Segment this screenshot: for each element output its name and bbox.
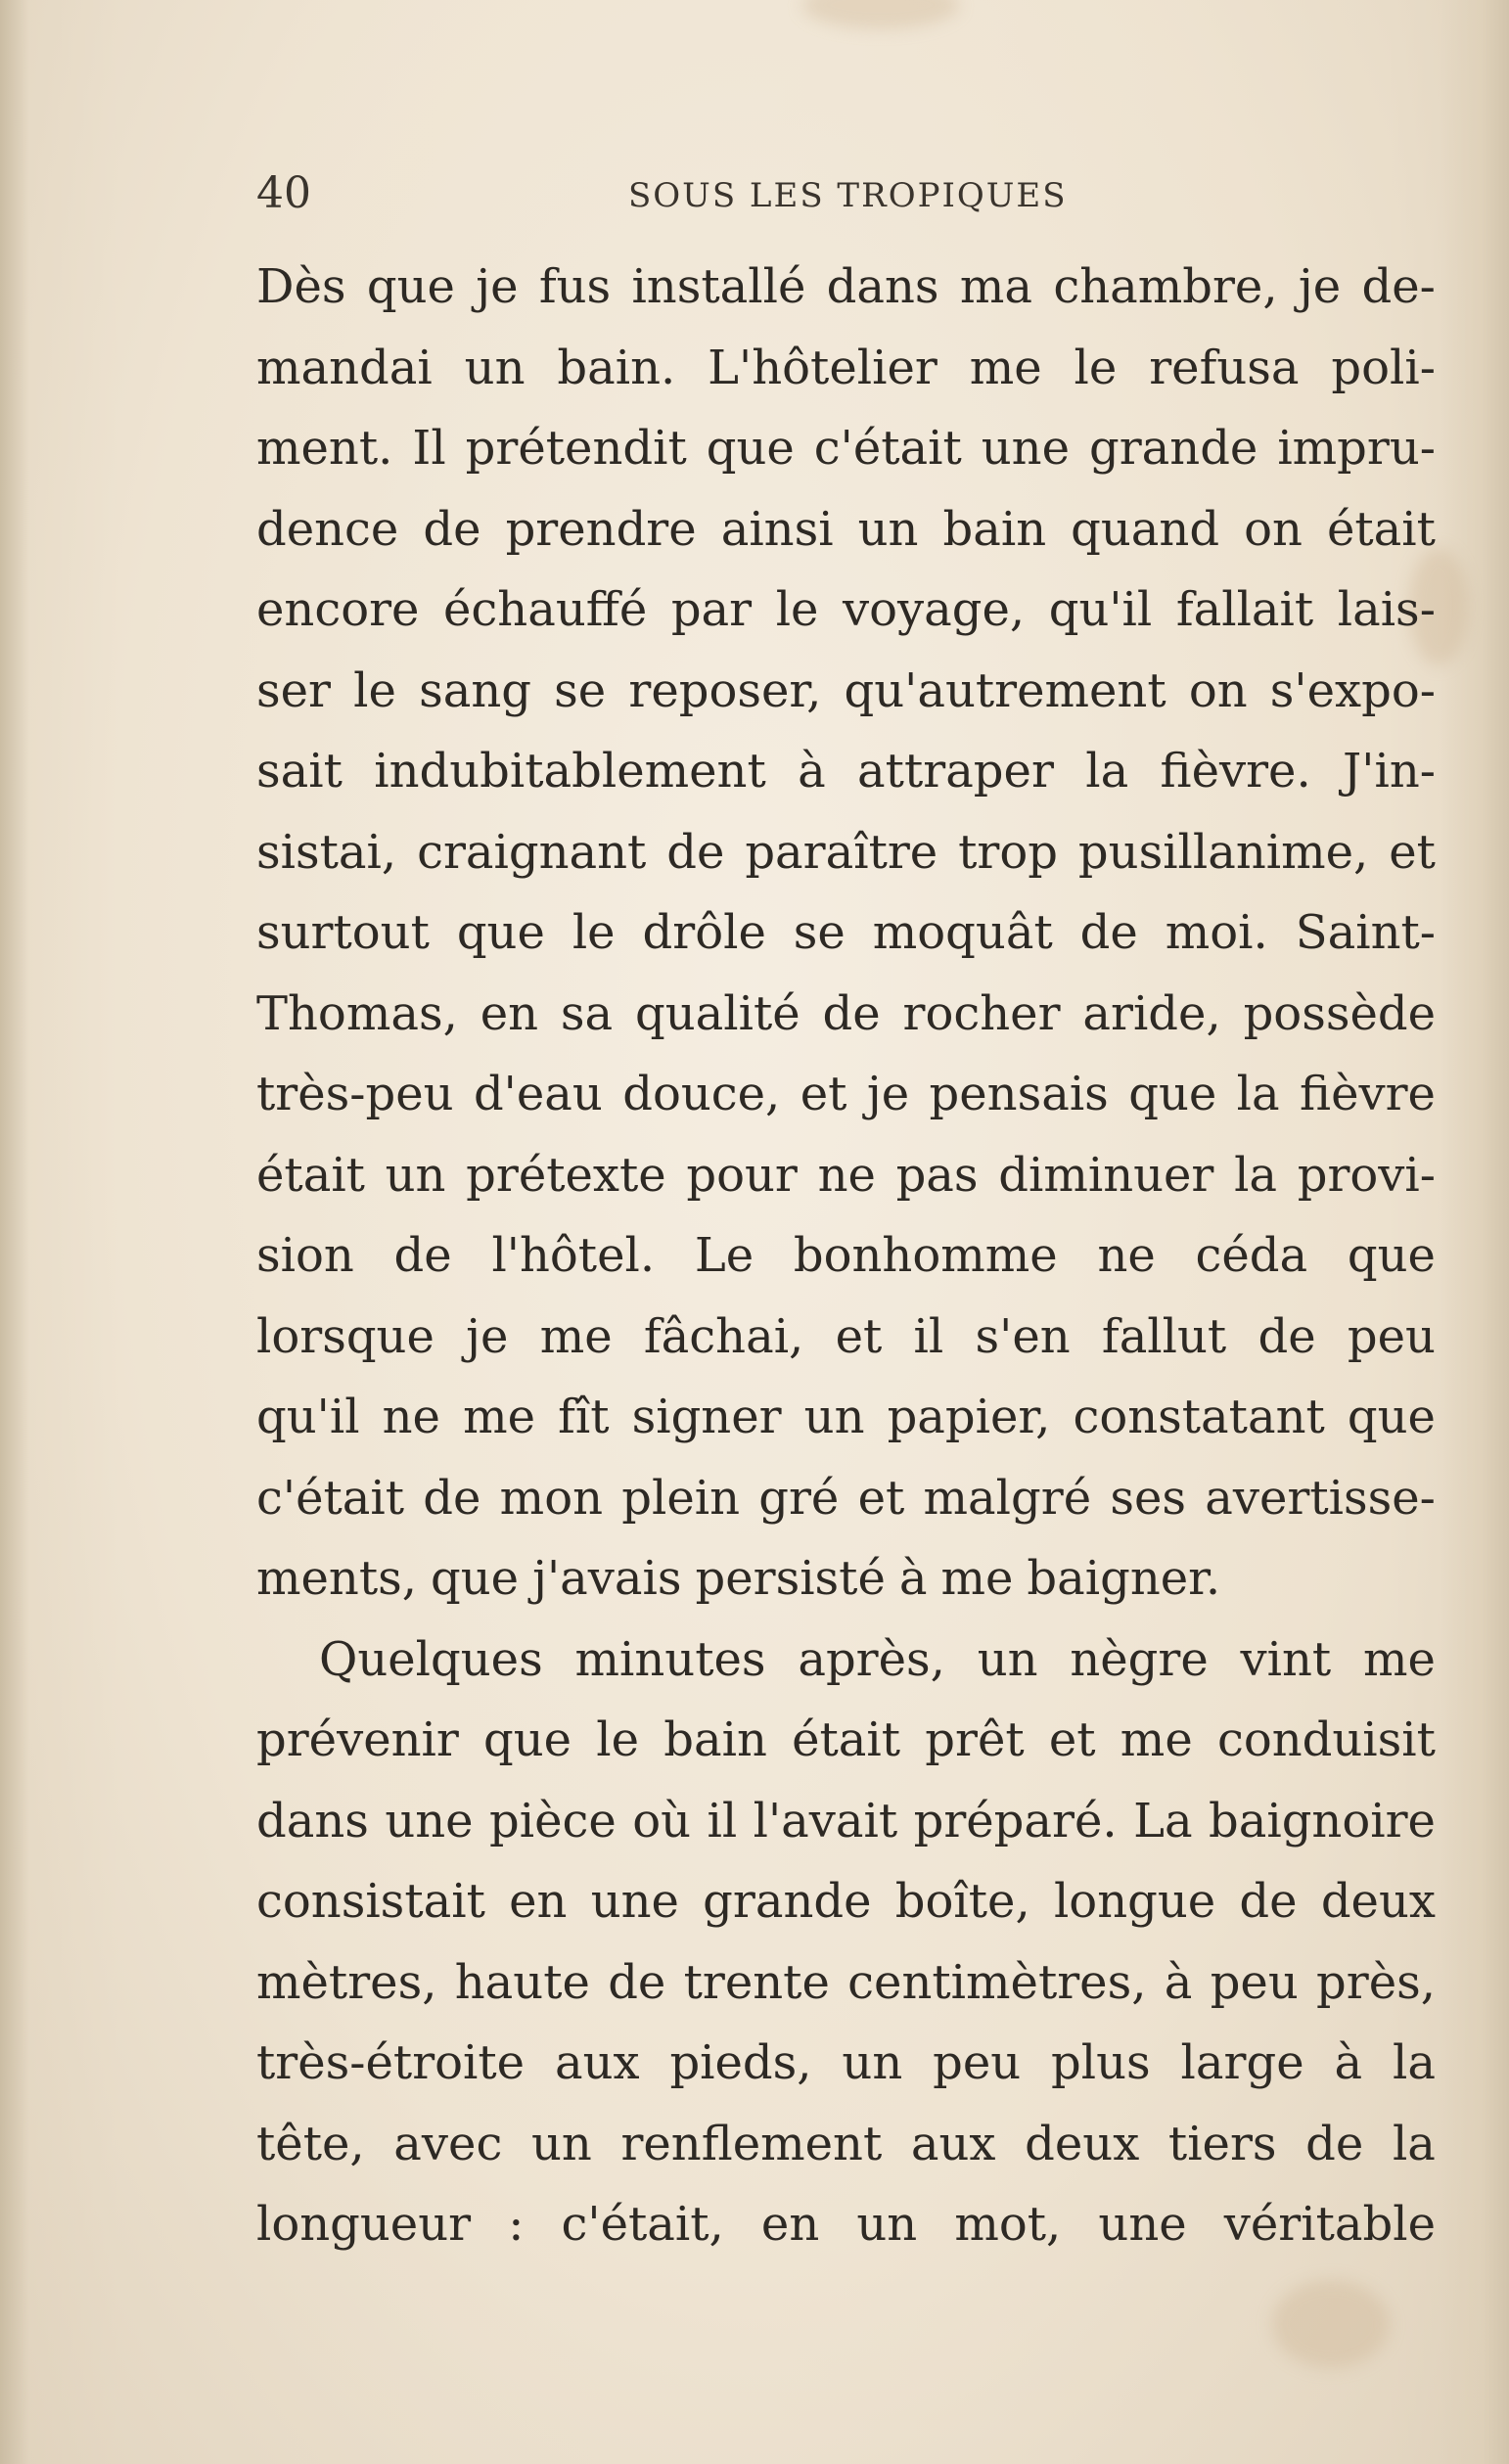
body-text bbox=[256, 247, 1436, 2265]
word: constatant bbox=[1073, 1390, 1325, 1444]
word: échauffé bbox=[443, 582, 648, 637]
word: Quelques bbox=[319, 1631, 543, 1687]
word: l'hôtel. bbox=[491, 1228, 656, 1283]
word: bain bbox=[663, 1712, 767, 1767]
word: fièvre bbox=[1300, 1067, 1436, 1121]
word: une bbox=[1098, 2197, 1187, 2252]
word: et bbox=[800, 1067, 847, 1121]
word: grande bbox=[703, 1874, 872, 1929]
word: sait bbox=[256, 744, 343, 799]
word: mètres, bbox=[256, 1954, 437, 2010]
word: fallait bbox=[1175, 582, 1314, 637]
word: prendre bbox=[505, 501, 697, 557]
word: avec bbox=[393, 2116, 503, 2171]
text-line bbox=[256, 328, 1436, 409]
word: papier, bbox=[887, 1390, 1051, 1444]
word: boîte, bbox=[894, 1874, 1030, 1929]
word: un bbox=[530, 2116, 592, 2171]
word: le bbox=[572, 905, 616, 960]
word: un bbox=[842, 2035, 903, 2090]
word: mon bbox=[499, 1470, 603, 1526]
word: reposer, bbox=[628, 662, 822, 718]
word: chambre, bbox=[1053, 259, 1278, 314]
word: il bbox=[707, 1793, 738, 1848]
text-line bbox=[256, 731, 1436, 812]
word: pensais bbox=[929, 1067, 1109, 1121]
word: prétendit bbox=[465, 421, 687, 476]
word: moquât bbox=[872, 905, 1053, 960]
word: je bbox=[866, 1067, 910, 1121]
text-line bbox=[256, 2023, 1436, 2104]
text-line bbox=[256, 651, 1436, 732]
word: le bbox=[775, 582, 819, 637]
text-line-paragraph-start bbox=[256, 1620, 1436, 1701]
text-line bbox=[256, 812, 1436, 893]
word: se bbox=[793, 905, 846, 960]
word: très-peu bbox=[256, 1067, 454, 1121]
page-left-edge-shadow bbox=[0, 0, 29, 2464]
word: de bbox=[822, 985, 881, 1041]
word: dans bbox=[826, 259, 939, 314]
word: un bbox=[977, 1631, 1038, 1687]
word: une bbox=[385, 1793, 474, 1848]
word: diminuer bbox=[998, 1147, 1214, 1203]
word: une bbox=[590, 1874, 679, 1929]
word: qualité bbox=[635, 985, 800, 1041]
word: installé bbox=[631, 259, 806, 314]
word: bain bbox=[942, 501, 1047, 557]
word: ainsi bbox=[720, 501, 834, 557]
word: me bbox=[1363, 1631, 1436, 1687]
word: la bbox=[1392, 2035, 1436, 2090]
word: ma bbox=[959, 259, 1033, 314]
word: que bbox=[1347, 1228, 1436, 1283]
word: minutes bbox=[574, 1631, 766, 1687]
text-line bbox=[256, 892, 1436, 974]
word: trop bbox=[958, 824, 1058, 880]
text-line bbox=[256, 1861, 1436, 1942]
text-line bbox=[256, 247, 1436, 328]
word: vint bbox=[1240, 1631, 1332, 1687]
page-number: 40 bbox=[256, 168, 311, 218]
word: avertisse- bbox=[1205, 1470, 1436, 1526]
word: de bbox=[423, 501, 481, 557]
word: de bbox=[608, 1954, 666, 2010]
word: prétexte bbox=[466, 1147, 666, 1203]
word: Thomas, bbox=[256, 985, 458, 1041]
word: aux bbox=[910, 2116, 996, 2171]
paper-stain bbox=[802, 0, 959, 29]
text-line bbox=[256, 489, 1436, 570]
word: que bbox=[366, 259, 455, 314]
word: je bbox=[1298, 259, 1342, 314]
word: tiers bbox=[1167, 2116, 1277, 2171]
word: paraître bbox=[745, 824, 938, 880]
word: que bbox=[456, 905, 545, 960]
word: fît bbox=[558, 1390, 610, 1444]
word: impru- bbox=[1277, 421, 1436, 476]
word: et bbox=[857, 1470, 905, 1526]
word: me bbox=[1120, 1712, 1193, 1767]
word: Saint- bbox=[1295, 905, 1436, 960]
word: où bbox=[632, 1793, 692, 1848]
word: très-étroite bbox=[256, 2035, 526, 2090]
word: fallut bbox=[1101, 1308, 1227, 1364]
word: ne bbox=[382, 1390, 440, 1444]
word: peu bbox=[933, 2035, 1022, 2090]
word: sistai, bbox=[256, 824, 397, 880]
word: ments, bbox=[256, 1551, 418, 1606]
word: prévenir bbox=[256, 1712, 459, 1767]
word: et bbox=[1048, 1712, 1096, 1767]
word: je bbox=[466, 1308, 509, 1364]
text-line bbox=[256, 2104, 1436, 2185]
word: Il bbox=[412, 421, 446, 476]
word: bain. bbox=[557, 340, 676, 395]
word: moi. bbox=[1165, 905, 1268, 960]
word: que bbox=[706, 421, 795, 476]
word: prêt bbox=[925, 1712, 1025, 1767]
word: pièce bbox=[489, 1793, 617, 1848]
word: trente bbox=[683, 1954, 830, 2010]
word: s'en bbox=[975, 1308, 1071, 1364]
word: un bbox=[803, 1390, 865, 1444]
word: ne bbox=[817, 1147, 876, 1203]
word: et bbox=[835, 1308, 883, 1364]
word: s'expo- bbox=[1269, 662, 1436, 718]
word: ser bbox=[256, 662, 331, 718]
word: était bbox=[792, 1712, 901, 1767]
word: céda bbox=[1195, 1228, 1308, 1283]
word: sa bbox=[560, 985, 614, 1041]
word: malgré bbox=[923, 1470, 1092, 1526]
word: douce, bbox=[622, 1067, 781, 1121]
word: véritable bbox=[1223, 2197, 1436, 2252]
word: ne bbox=[1097, 1228, 1156, 1283]
word: le bbox=[596, 1712, 640, 1767]
word: consistait bbox=[256, 1874, 485, 1929]
word: deux bbox=[1025, 2116, 1140, 2171]
word: qu'il bbox=[1048, 582, 1153, 637]
page-header bbox=[256, 168, 1436, 227]
word: Dès bbox=[256, 259, 346, 314]
word: refusa bbox=[1149, 340, 1300, 395]
word: un bbox=[857, 501, 919, 557]
word: le bbox=[353, 662, 396, 718]
word: un bbox=[464, 340, 526, 395]
word: pour bbox=[686, 1147, 798, 1203]
text-line bbox=[256, 1458, 1436, 1539]
word: mandai bbox=[256, 340, 433, 395]
word: haute bbox=[454, 1954, 590, 2010]
word: baignoire bbox=[1209, 1793, 1436, 1848]
word: ses bbox=[1110, 1470, 1187, 1526]
word: c'était bbox=[813, 421, 962, 476]
word: le bbox=[1074, 340, 1118, 395]
word: pas bbox=[895, 1147, 979, 1203]
text-line bbox=[256, 1377, 1436, 1458]
word: longueur bbox=[256, 2197, 472, 2252]
word: l'avait bbox=[753, 1793, 898, 1848]
text-line bbox=[256, 1700, 1436, 1781]
word: peu bbox=[1210, 1954, 1299, 2010]
word: près, bbox=[1316, 1954, 1436, 2010]
word: était bbox=[1326, 501, 1436, 557]
word: à bbox=[898, 1551, 928, 1606]
word: fus bbox=[538, 259, 612, 314]
word: ment. bbox=[256, 421, 393, 476]
word: on bbox=[1188, 662, 1248, 718]
word: on bbox=[1244, 501, 1303, 557]
word: en bbox=[760, 2197, 820, 2252]
word: voyage, bbox=[843, 582, 1026, 637]
text-line bbox=[256, 1215, 1436, 1297]
word: et bbox=[1389, 824, 1436, 880]
word: peu bbox=[1347, 1308, 1436, 1364]
word: qu'il bbox=[256, 1390, 360, 1444]
word: que bbox=[1128, 1067, 1217, 1121]
word: dence bbox=[256, 501, 399, 557]
word: qu'autrement bbox=[844, 662, 1166, 718]
word: de bbox=[666, 824, 725, 880]
word: sang bbox=[419, 662, 531, 718]
word: que bbox=[1347, 1390, 1436, 1444]
text-line bbox=[256, 1297, 1436, 1378]
word: gré bbox=[758, 1470, 840, 1526]
word: la bbox=[1085, 744, 1129, 799]
word: attraper bbox=[857, 744, 1054, 799]
word: c'était bbox=[256, 1470, 405, 1526]
word: j'avais bbox=[532, 1551, 682, 1606]
word: La bbox=[1133, 1793, 1193, 1848]
word: plus bbox=[1051, 2035, 1151, 2090]
text-line bbox=[256, 1135, 1436, 1216]
word: provi- bbox=[1297, 1147, 1436, 1203]
word: sion bbox=[256, 1228, 354, 1283]
word: tête, bbox=[256, 2116, 365, 2171]
word: deux bbox=[1320, 1874, 1436, 1929]
word: rocher bbox=[902, 985, 1061, 1041]
word: L'hôtelier bbox=[708, 340, 937, 395]
word: de bbox=[1079, 905, 1138, 960]
word: surtout bbox=[256, 905, 430, 960]
word: mot, bbox=[954, 2197, 1062, 2252]
word: par bbox=[670, 582, 753, 637]
text-line bbox=[256, 1942, 1436, 2024]
word: je bbox=[476, 259, 519, 314]
word: se bbox=[554, 662, 607, 718]
word: à bbox=[798, 744, 826, 799]
word: de bbox=[393, 1228, 452, 1283]
word: de bbox=[1239, 1874, 1298, 1929]
word: longue bbox=[1053, 1874, 1216, 1929]
word: grande bbox=[1088, 421, 1258, 476]
word: lais- bbox=[1337, 582, 1436, 637]
word: c'était, bbox=[561, 2197, 724, 2252]
word: signer bbox=[631, 1390, 782, 1444]
word: Le bbox=[694, 1228, 754, 1283]
word: que bbox=[483, 1712, 572, 1767]
word: dans bbox=[256, 1793, 369, 1848]
word: large bbox=[1180, 2035, 1304, 2090]
word: que bbox=[431, 1551, 520, 1606]
word: à bbox=[1164, 1954, 1193, 2010]
word: conduisit bbox=[1216, 1712, 1436, 1767]
word: fâchai, bbox=[643, 1308, 804, 1364]
word: renflement bbox=[620, 2116, 883, 2171]
word: en bbox=[480, 985, 539, 1041]
text-line bbox=[256, 408, 1436, 489]
text-line-paragraph-end bbox=[256, 1538, 1436, 1620]
word: en bbox=[509, 1874, 568, 1929]
text-line bbox=[256, 2184, 1436, 2265]
word: fièvre. bbox=[1160, 744, 1311, 799]
word: quand bbox=[1071, 501, 1220, 557]
text-line bbox=[256, 570, 1436, 651]
word: possède bbox=[1243, 985, 1436, 1041]
word: me bbox=[969, 340, 1042, 395]
word: plein bbox=[621, 1470, 740, 1526]
word: un bbox=[856, 2197, 918, 2252]
word: me bbox=[463, 1390, 535, 1444]
word: une bbox=[981, 421, 1070, 476]
word: bonhomme bbox=[793, 1228, 1058, 1283]
word: était bbox=[256, 1147, 365, 1203]
word: après, bbox=[798, 1631, 945, 1687]
word: encore bbox=[256, 582, 420, 637]
word: : bbox=[508, 2197, 525, 2252]
word: de bbox=[1305, 2116, 1364, 2171]
word: la bbox=[1392, 2116, 1436, 2171]
word: nègre bbox=[1070, 1631, 1209, 1687]
text-line bbox=[256, 974, 1436, 1055]
word: me bbox=[539, 1308, 613, 1364]
paper-stain bbox=[1272, 2280, 1390, 2368]
word: indubitablement bbox=[374, 744, 766, 799]
word: me bbox=[940, 1551, 1014, 1606]
word: d'eau bbox=[473, 1067, 603, 1121]
running-title: SOUS LES TROPIQUES bbox=[628, 176, 1068, 215]
word: pusillanime, bbox=[1077, 824, 1369, 880]
word: J'in- bbox=[1343, 744, 1436, 799]
word: lorsque bbox=[256, 1308, 434, 1364]
word: la bbox=[1234, 1147, 1278, 1203]
word: baigner. bbox=[1027, 1551, 1221, 1606]
word: préparé. bbox=[913, 1793, 1118, 1848]
word: de- bbox=[1361, 259, 1436, 314]
word: un bbox=[385, 1147, 446, 1203]
word: centimètres, bbox=[847, 1954, 1147, 2010]
word: craignant bbox=[417, 824, 647, 880]
word: persisté bbox=[695, 1551, 886, 1606]
word: drôle bbox=[642, 905, 766, 960]
word: aux bbox=[554, 2035, 640, 2090]
word: la bbox=[1236, 1067, 1280, 1121]
word: aride, bbox=[1082, 985, 1221, 1041]
word: à bbox=[1334, 2035, 1363, 2090]
word: de bbox=[423, 1470, 481, 1526]
text-line bbox=[256, 1781, 1436, 1862]
word: poli- bbox=[1331, 340, 1436, 395]
word: il bbox=[913, 1308, 944, 1364]
text-line bbox=[256, 1054, 1436, 1135]
page-right-edge-shadow bbox=[1440, 0, 1509, 2464]
word: pieds, bbox=[669, 2035, 812, 2090]
word: de bbox=[1258, 1308, 1316, 1364]
